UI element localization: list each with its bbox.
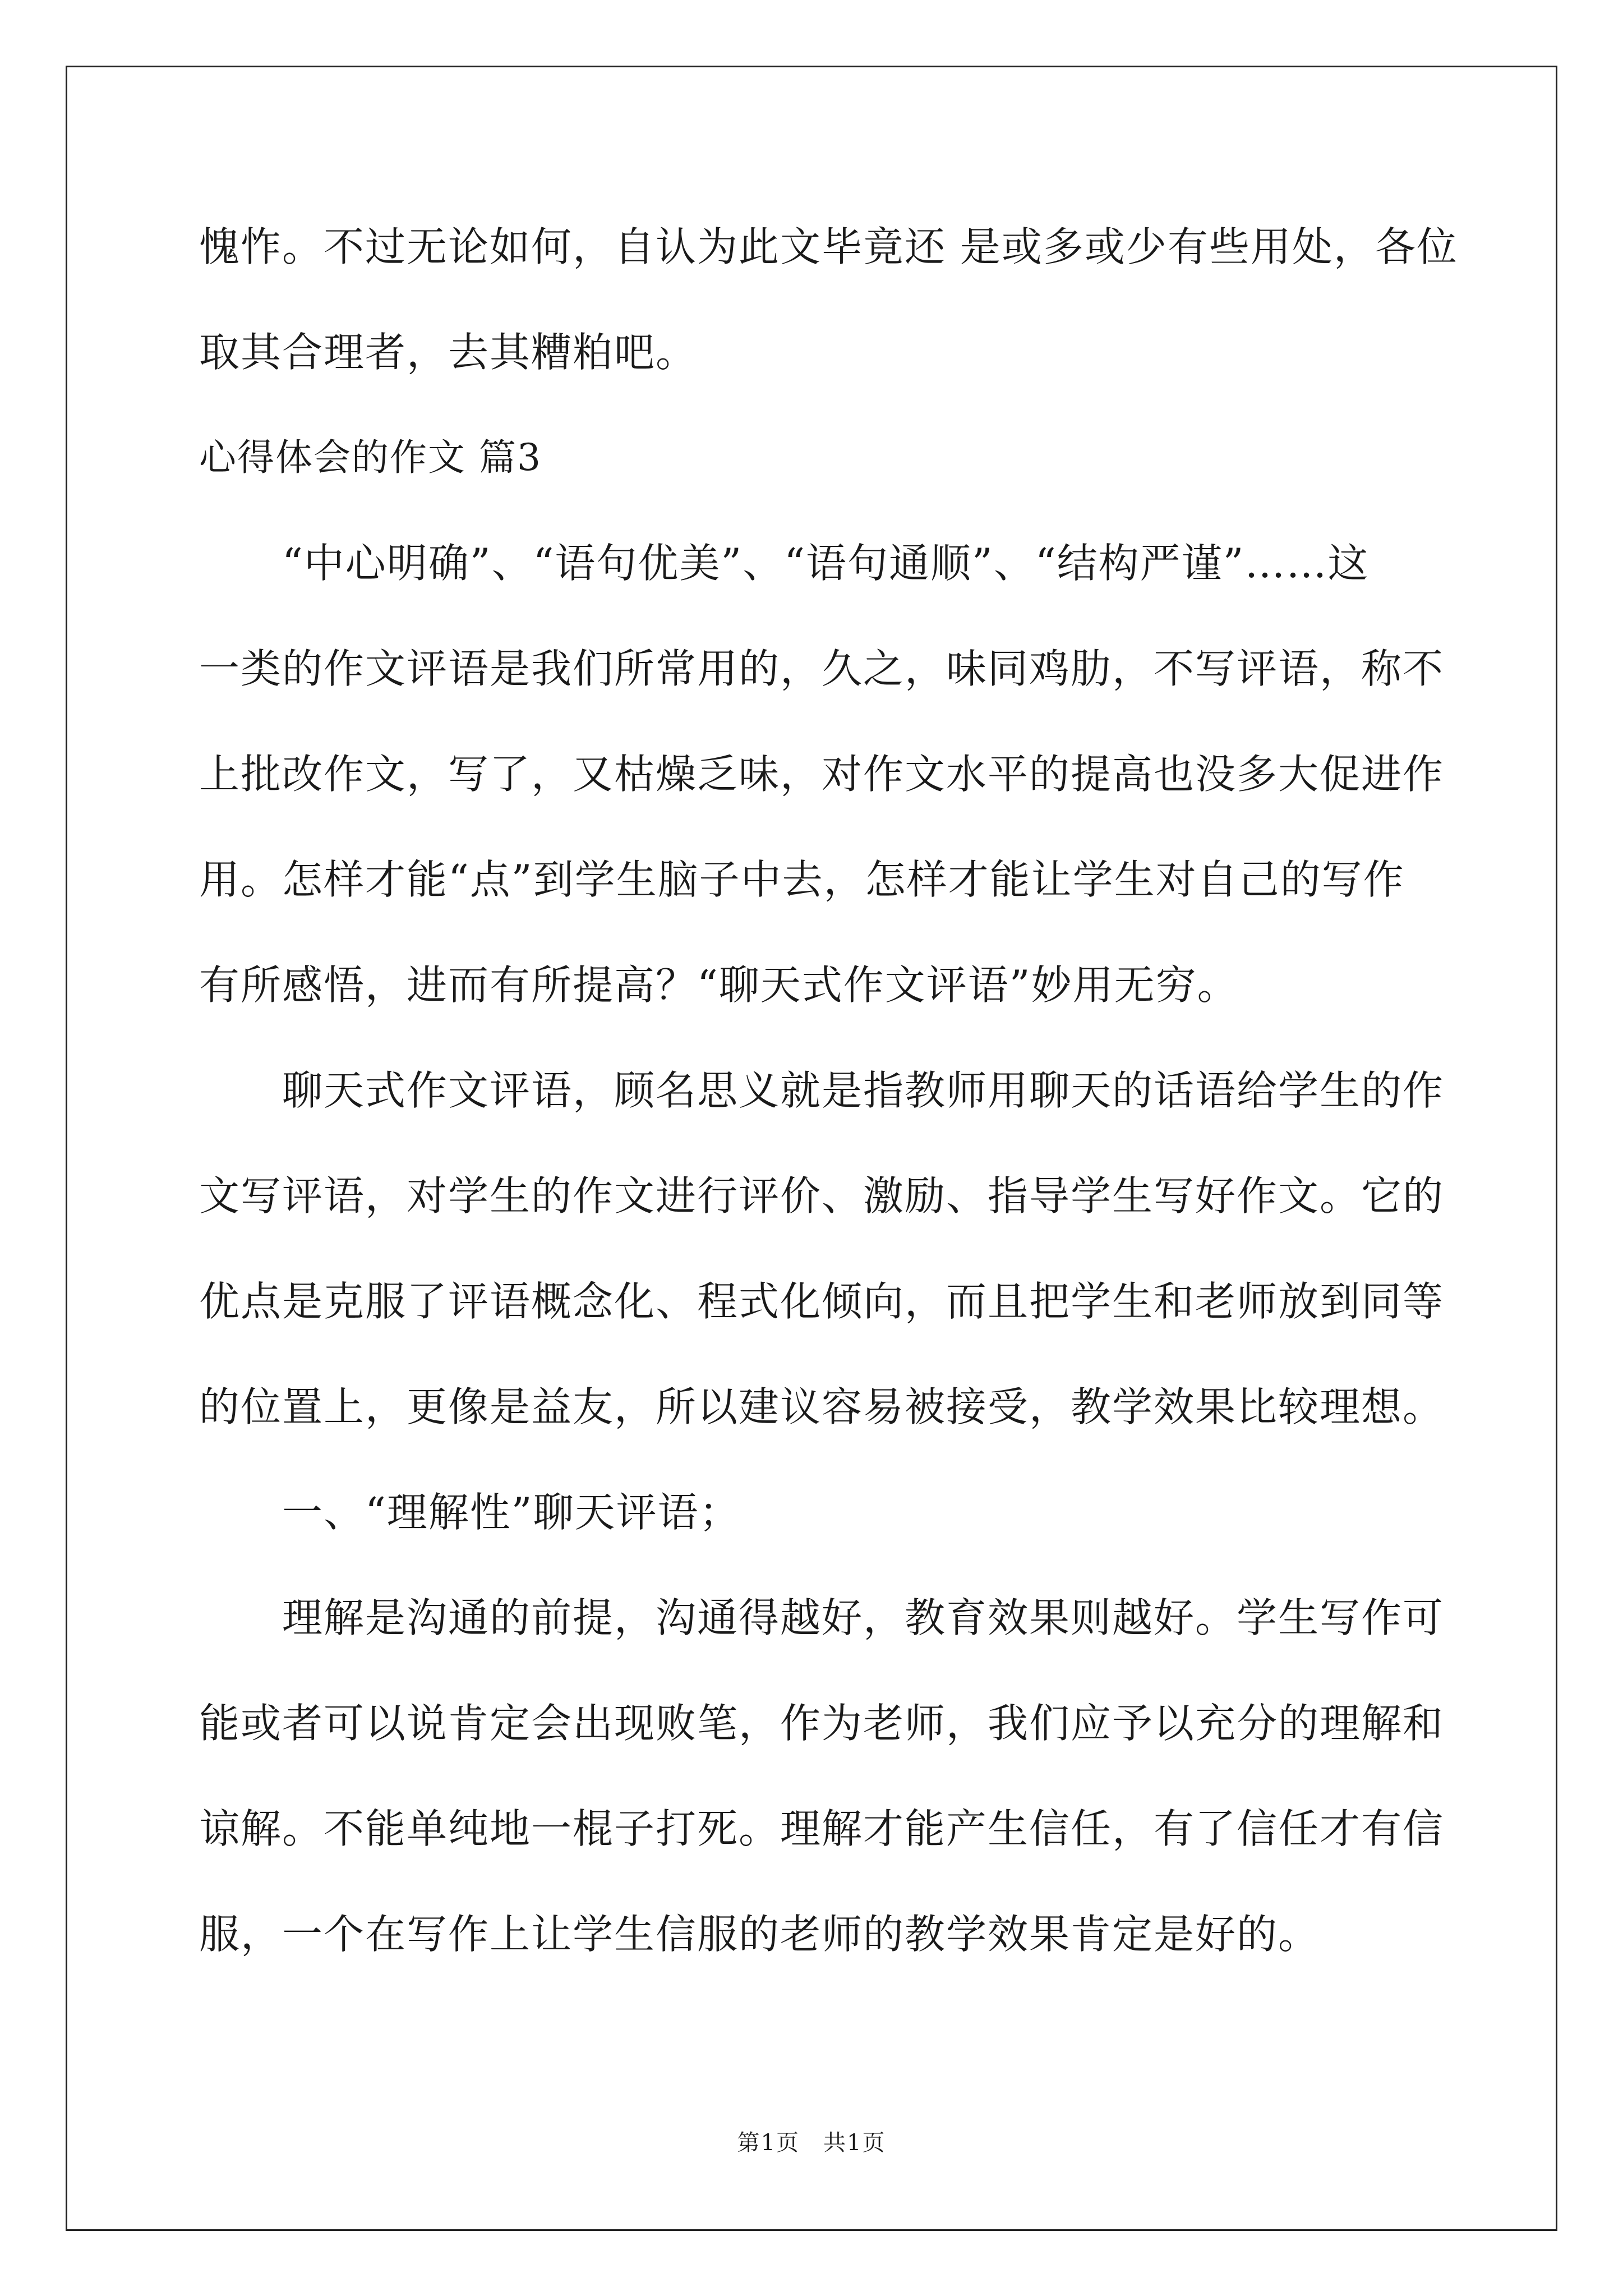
- section-heading: 心得体会的作文 篇3: [199, 436, 542, 479]
- text-line: 服，一个在写作上让学生信服的老师的教学效果肯定是好的。: [199, 1911, 1320, 1958]
- text-line: 文写评语，对学生的作文进行评价、激励、指导学生写好作文。它的: [199, 1172, 1445, 1220]
- text-line: 优点是克服了评语概念化、程式化倾向，而且把学生和老师放到同等: [199, 1278, 1445, 1325]
- text-line: 理解是沟通的前提，沟通得越好，教育效果则越好。学生写作可: [199, 1594, 1445, 1641]
- text-line: 愧怍。不过无论如何，自认为此文毕竟还 是或多或少有些用处，各位: [199, 223, 1458, 270]
- document-body: [199, 213, 1458, 2006]
- subsection-heading: 一、“理解性”聊天评语；: [199, 1489, 741, 1536]
- text-line: 能或者可以说肯定会出现败笔，作为老师，我们应予以充分的理解和: [199, 1700, 1445, 1747]
- text-line: 上批改作文，写了，又枯燥乏味，对作文水平的提高也没多大促进作: [199, 751, 1445, 798]
- text-line: 聊天式作文评语，顾名思义就是指教师用聊天的话语给学生的作: [199, 1067, 1445, 1114]
- text-line: 有所感悟，进而有所提高？“聊天式作文评语”妙用无穷。: [199, 961, 1239, 1009]
- text-line: 取其合理者，去其糟粕吧。: [199, 329, 698, 376]
- text-line: 的位置上，更像是益友，所以建议容易被接受，教学效果比较理想。: [199, 1383, 1445, 1430]
- text-line: 用。怎样才能“点”到学生脑子中去，怎样才能让学生对自己的写作: [199, 856, 1405, 903]
- page-number-footer: 第1页 共1页: [737, 2130, 886, 2156]
- text-line: 一类的作文评语是我们所常用的，久之，味同鸡肋，不写评语，称不: [199, 645, 1445, 692]
- text-line: “中心明确”、“语句优美”、“语句通顺”、“结构严谨”……这: [199, 540, 1370, 587]
- text-line: 谅解。不能单纯地一棍子打死。理解才能产生信任，有了信任才有信: [199, 1805, 1445, 1852]
